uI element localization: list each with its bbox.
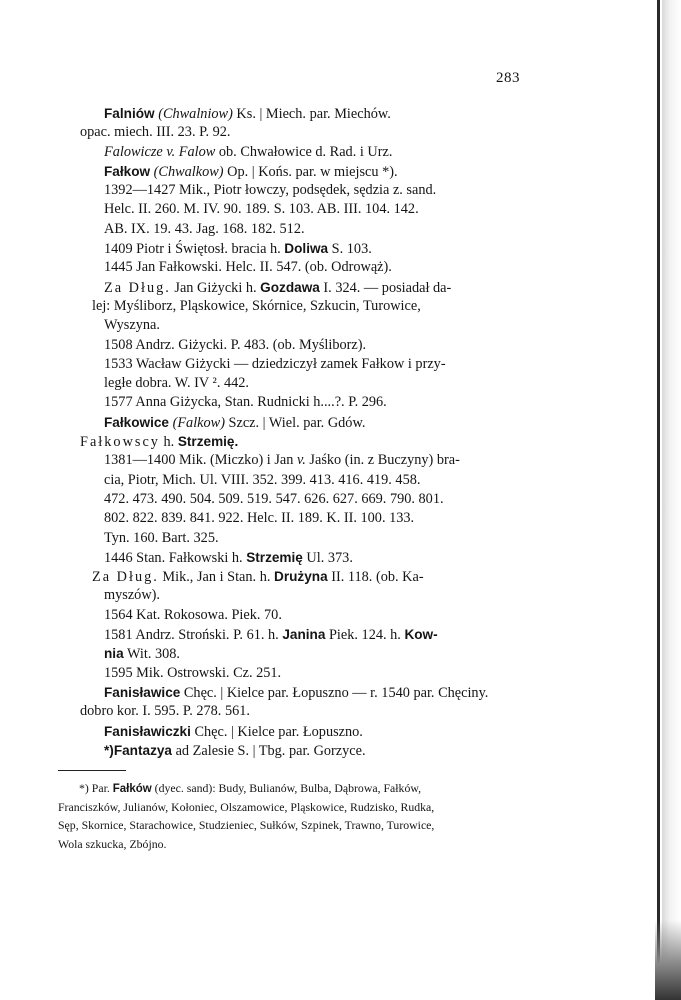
- italic-term: Falowicze v. Falow: [104, 143, 216, 160]
- italic-term: v.: [297, 452, 306, 469]
- text-run: cia, Piotr, Mich. Ul. VIII. 352. 399. 413. 416. 419. 458.: [104, 471, 421, 488]
- text-run: Franciszków, Julianów, Kołoniec, Olszamowice, Pląskowice, Rudzisko, Rudka,: [58, 799, 435, 814]
- bold-term: Fałków: [112, 783, 152, 795]
- text-run: (dyec. sand): Budy, Bulianów, Bulba, Dąbrowa, Fałków,: [151, 781, 422, 795]
- bold-term: nia: [104, 646, 124, 662]
- text-run: Helc. II. 260. M. IV. 90. 189. S. 103. AB. III. 104. 142.: [104, 201, 419, 218]
- gazetteer-entry: [59, 143, 514, 162]
- entry-line: [59, 181, 514, 200]
- entry-line: [59, 200, 514, 219]
- text-run: Jaśko (in. z Buczyny) bra-: [305, 452, 460, 469]
- italic-term: (Chwalkow): [153, 163, 224, 180]
- text-run: S. 103.: [328, 241, 372, 258]
- entry-line: [59, 432, 514, 451]
- text-run: lej: Myśliborz, Pląskowice, Skórnice, Szkucin, Turowice,: [92, 297, 421, 314]
- gazetteer-entry: [59, 722, 514, 741]
- footnote-line: [58, 779, 514, 798]
- entry-line: [59, 143, 514, 162]
- footnote-line: [58, 835, 514, 854]
- gazetteer-entry: [59, 741, 514, 760]
- entry-line: [59, 278, 514, 297]
- bold-term: Falniów: [104, 106, 155, 121]
- entry-line: [59, 451, 514, 470]
- text-run: 1508 Andrz. Giżycki. P. 483. (ob. Myśliborz).: [104, 336, 367, 353]
- entry-line: [59, 490, 514, 509]
- entry-line: [59, 239, 514, 258]
- footnote: [58, 779, 514, 853]
- text-run: 472. 473. 490. 504. 509. 519. 547. 626. 627. 669. 790. 801.: [104, 490, 444, 507]
- text-run: 1533 Wacław Giżycki — dziedziczył zamek Fałkow i przy-: [104, 355, 446, 372]
- text-run: *) Par.: [79, 781, 113, 795]
- text-run: 802. 822. 839. 841. 922. Helc. II. 189. K. II. 100. 133.: [104, 510, 415, 527]
- entry-line: [59, 625, 514, 644]
- footnote-line: [58, 798, 514, 817]
- text-run: 1446 Stan. Fałkowski h.: [104, 549, 247, 566]
- gazetteer-entry: [59, 413, 514, 683]
- entry-line: [59, 509, 514, 528]
- text-run: 1392—1427 Mik., Piotr łowczy, podsędek, sędzia z. sand.: [104, 182, 437, 199]
- bold-term: Fanisławice: [104, 684, 181, 700]
- entry-line: [59, 567, 514, 586]
- text-run: h.: [159, 434, 178, 451]
- bold-term: Strzemię.: [177, 434, 239, 450]
- text-run: Szcz. | Wiel. par. Gdów.: [224, 414, 366, 431]
- text-run: Piek. 124. h.: [325, 627, 405, 644]
- text-run: Za Dług.: [104, 279, 171, 296]
- entry-line: [59, 162, 514, 181]
- text-run: Op. | Końs. par. w miejscu *).: [223, 163, 398, 180]
- bold-term: Doliwa: [284, 241, 329, 257]
- italic-term: (Falkow): [172, 414, 225, 431]
- text-run: 1409 Piotr i Świętosł. bracia h.: [104, 241, 285, 258]
- text-run: 1381—1400 Mik. (Miczko) i Jan: [104, 452, 297, 469]
- text-run: ad Zalesie S. | Tbg. par. Gorzyce.: [172, 742, 366, 759]
- text-run: 1595 Mik. Ostrowski. Cz. 251.: [104, 664, 282, 681]
- page-edge-dark-corner: [655, 920, 681, 1000]
- gazetteer-entry: [59, 162, 514, 413]
- entry-line: [59, 104, 514, 123]
- bold-term: Gozdawa: [260, 279, 320, 295]
- text-run: Ul. 373.: [302, 549, 353, 566]
- text-run: 1445 Jan Fałkowski. Helc. II. 547. (ob. Odrowąż).: [104, 259, 392, 276]
- entry-line: [59, 664, 514, 683]
- entry-line: [59, 123, 514, 142]
- entry-line: [59, 413, 514, 432]
- page-number: 283: [496, 70, 520, 86]
- text-run: opac. miech. III. 23. P. 92.: [80, 124, 231, 141]
- text-run: Wit. 308.: [123, 646, 180, 663]
- text-run: Wola szkucka, Zbójno.: [58, 836, 167, 851]
- entry-line: [59, 702, 514, 721]
- page-edge-shadow: [662, 0, 681, 1000]
- scanned-page-edge: [655, 0, 681, 1000]
- text-run: Ks. | Miech. par. Miechów.: [232, 106, 391, 122]
- entry-line: [59, 471, 514, 490]
- gazetteer-entry: [59, 683, 514, 722]
- gazetteer-entries: [59, 104, 514, 760]
- bold-term: Fałkow: [104, 163, 151, 179]
- text-run: ległe dobra. W. IV ². 442.: [104, 375, 249, 392]
- entry-line: [59, 529, 514, 548]
- gazetteer-entry: [59, 104, 514, 143]
- italic-term: (Chwalniow): [158, 106, 233, 122]
- bold-term: Fałkowice: [104, 414, 169, 430]
- text-run: Chęc. | Kielce par. Łopuszno — r. 1540 par. Chęciny.: [180, 684, 489, 701]
- entry-line: [59, 336, 514, 355]
- footnote-divider: [58, 770, 126, 771]
- text-run: ob. Chwałowice d. Rad. i Urz.: [215, 143, 393, 160]
- text-run: Sęp, Skornice, Starachowice, Studzieniec, Sułków, Szpinek, Trawno, Turowice,: [58, 818, 435, 833]
- footnote-line: [58, 816, 514, 835]
- page-edge-line: [657, 0, 660, 1000]
- text-run: Wyszyna.: [104, 317, 160, 334]
- text-run: Mik., Jan i Stan. h.: [158, 569, 274, 586]
- text-run: Za Dług.: [92, 569, 159, 586]
- bold-term: Strzemię: [246, 549, 303, 565]
- text-run: Fałkowscy: [80, 434, 160, 451]
- text-run: I. 324. — posiadał da-: [319, 279, 452, 296]
- text-run: 1564 Kat. Rokosowa. Piek. 70.: [104, 606, 282, 623]
- text-run: 1577 Anna Giżycka, Stan. Rudnicki h....?. P. 296.: [104, 394, 387, 411]
- entry-line: [59, 355, 514, 374]
- text-run: Tyn. 160. Bart. 325.: [104, 529, 219, 546]
- entry-line: [59, 548, 514, 567]
- entry-line: [59, 258, 514, 277]
- entry-line: [59, 374, 514, 393]
- entry-line: [59, 220, 514, 239]
- bold-term: Janina: [282, 627, 326, 643]
- text-run: Chęc. | Kielce par. Łopuszno.: [190, 723, 363, 740]
- bold-term: *)Fantazya: [104, 742, 172, 758]
- bold-term: Fanisławiczki: [104, 723, 191, 739]
- entry-line: [59, 644, 514, 663]
- entry-line: [59, 393, 514, 412]
- bold-term: Kow-: [404, 627, 438, 643]
- text-run: 1581 Andrz. Stroński. P. 61. h.: [104, 627, 283, 644]
- text-run: Jan Giżycki h.: [170, 279, 261, 296]
- bold-term: Drużyna: [274, 569, 328, 585]
- entry-line: [59, 722, 514, 741]
- text-run: dobro kor. I. 595. P. 278. 561.: [80, 703, 250, 720]
- entry-line: [59, 606, 514, 625]
- entry-line: [59, 586, 514, 605]
- entry-line: [59, 297, 514, 316]
- text-run: II. 118. (ob. Ka-: [327, 569, 424, 586]
- text-run: myszów).: [104, 587, 160, 604]
- entry-line: [59, 316, 514, 335]
- entry-line: [59, 683, 514, 702]
- entry-line: [59, 741, 514, 760]
- text-run: AB. IX. 19. 43. Jag. 168. 182. 512.: [104, 220, 305, 237]
